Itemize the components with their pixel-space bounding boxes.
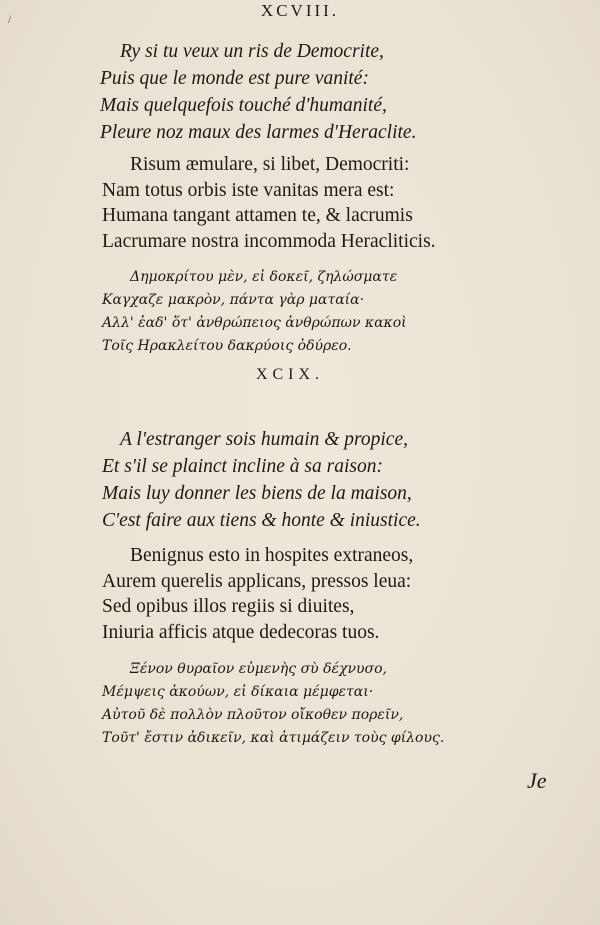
french-quatrain-2 [102,426,562,534]
verse-line: Et s'il se plainct incline à sa raison: [102,456,383,477]
verse-line: Αλλ' ἐαδ' ὅτ' ἀνθρώπειος ἀνθρώπων κακοὶ [102,315,407,331]
verse-line: Risum æmulare, si libet, Democriti: [130,154,410,175]
verse-line: Pleure noz maux des larmes d'Heraclite. [100,122,417,143]
latin-quatrain-2 [102,543,562,645]
verse-line: Sed opibus illos regiis si diuites, [102,596,355,617]
verse-line: Τοῖς Ηρακλείτου δακρύοις ὀδύρεο. [102,338,352,354]
page-header-numeral: XCVIII. [260,1,340,20]
corner-mark: / [8,12,12,26]
verse-line: Lacrumare nostra incommoda Heracliticis. [102,230,436,252]
verse-line: Aurem querelis applicans, pressos leua: [102,570,412,592]
verse-line: A l'estranger sois humain & propice, [120,429,408,450]
verse-line: Αὐτοῦ δὲ πολλὸν πλοῦτον οἴκοθεν πορεῖν, [102,707,404,723]
greek-quatrain-2 [102,658,562,750]
french-quatrain-1 [100,38,580,146]
verse-line: Ξένον θυραῖον εὐμενὴς σὺ δέχνυσο, [130,661,387,677]
verse-line: Ry si tu veux un ris de Democrite, [120,41,384,62]
verse-line: Puis que le monde est pure vanité: [100,68,369,89]
verse-line: Mais luy donner les biens de la maison, [102,483,412,504]
verse-line: C'est faire aux tiens & honte & iniustice. [102,510,421,531]
catchword: Je [527,768,547,793]
greek-quatrain-1 [102,266,562,358]
verse-line: Iniuria afficis atque dedecoras tuos. [102,621,380,643]
verse-line: Mais quelquefois touché d'humanité, [100,95,387,116]
verse-line: Humana tangant attamen te, & lacrumis [102,205,413,226]
verse-line: Benignus esto in hospites extraneos, [130,545,414,566]
verse-line: Δημοκρίτου μὲν, εἰ δοκεῖ, ζηλώσματε [130,269,398,285]
verse-line: Μέμψεις ἀκούων, εἰ δίκαια μέμφεται· [102,684,374,700]
latin-quatrain-1 [102,152,562,254]
verse-line: Καγχαζε μακρὸν, πάντα γὰρ ματαία· [102,292,365,308]
section-numeral: XCIX. [255,366,325,383]
verse-line: Nam totus orbis iste vanitas mera est: [102,179,395,201]
verse-line: Τοῦτ' ἔστιν ἀδικεῖν, καὶ ἀτιμάζειν τοὺς φίλους. [102,730,445,746]
